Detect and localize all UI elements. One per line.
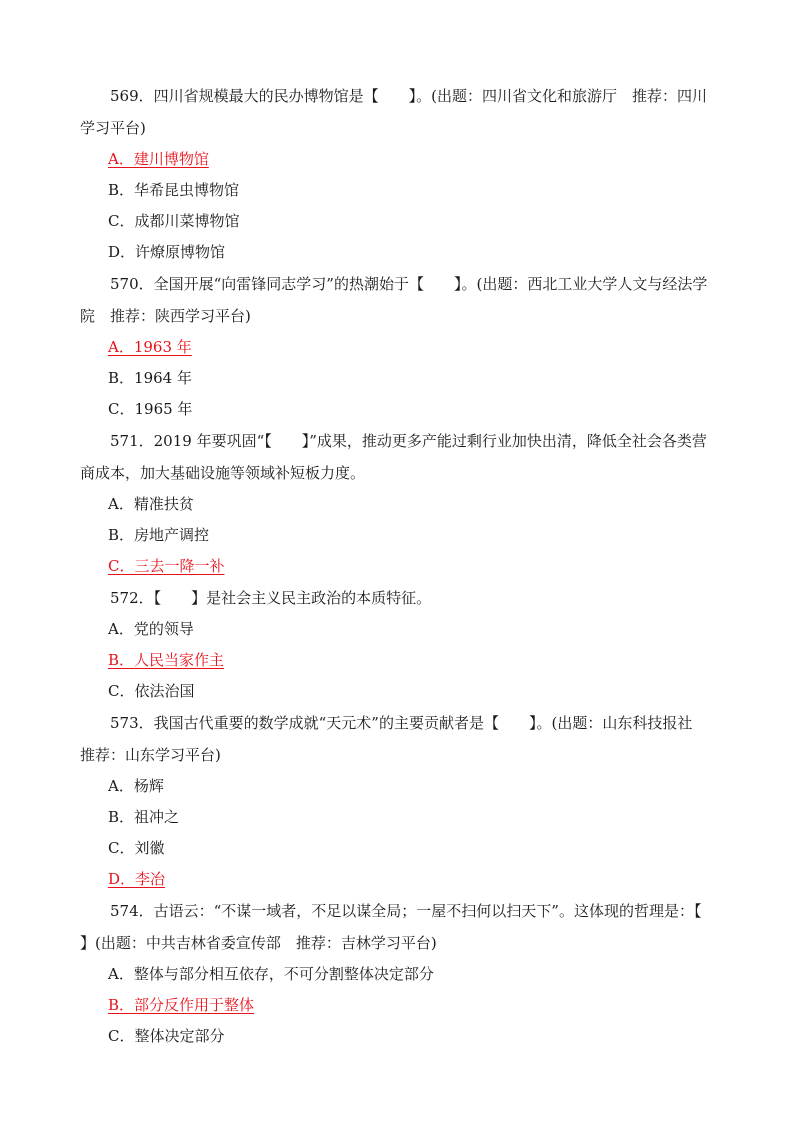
answer-option xyxy=(80,206,720,237)
answer-option xyxy=(80,676,720,707)
answer-option xyxy=(80,833,720,864)
question-block xyxy=(80,582,720,707)
option-label: C．整体决定部分 xyxy=(108,1027,225,1045)
question-block xyxy=(80,425,720,582)
answer-option xyxy=(80,363,720,394)
question-block xyxy=(80,268,720,425)
question-text: 574．古语云：“不谋一域者，不足以谋全局；一屋不扫何以扫天下”。这体现的哲理是：【 】(出题：中共吉林省委宣传部 推荐：吉林学习平台) xyxy=(80,902,732,952)
answer-option xyxy=(80,237,720,268)
answer-option xyxy=(80,1021,720,1052)
answer-option xyxy=(80,394,720,425)
question-block xyxy=(80,80,720,268)
option-label: A．精准扶贫 xyxy=(108,495,194,513)
option-label: C．刘徽 xyxy=(108,839,165,857)
question-block xyxy=(80,895,732,1052)
option-label: D．许燎原博物馆 xyxy=(108,243,226,261)
answer-option xyxy=(80,175,720,206)
option-label: B．部分反作用于整体 xyxy=(108,996,255,1014)
option-label: A．党的领导 xyxy=(108,620,194,638)
option-label: D．李冶 xyxy=(108,870,166,888)
answer-option xyxy=(80,489,720,520)
option-label: B．华希昆虫博物馆 xyxy=(108,181,240,199)
answer-option xyxy=(80,802,720,833)
option-label: B．房地产调控 xyxy=(108,526,210,544)
option-label: C．成都川菜博物馆 xyxy=(108,212,240,230)
question-text: 571．2019 年要巩固“【 】”成果，推动更多产能过剩行业加快出清，降低全社会各类营商成本，加大基础设施等领域补短板力度。 xyxy=(80,432,707,482)
question-text: 570．全国开展“向雷锋同志学习”的热潮始于【 】。(出题：西北工业大学人文与经法学院 推荐：陕西学习平台) xyxy=(80,275,708,325)
question-text: 569．四川省规模最大的民办博物馆是【 】。(出题：四川省文化和旅游厅 推荐：四川学习平台) xyxy=(80,87,707,137)
option-label: C．依法治国 xyxy=(108,682,195,700)
answer-option xyxy=(80,614,720,645)
correct-answer-option xyxy=(80,645,720,676)
option-label: A．1963 年 xyxy=(108,338,192,356)
option-label: B．祖冲之 xyxy=(108,808,180,826)
correct-answer-option xyxy=(80,990,720,1021)
question-text: 572．【 】是社会主义民主政治的本质特征。 xyxy=(110,589,432,607)
question-block xyxy=(80,707,720,895)
correct-answer-option xyxy=(80,551,720,582)
answer-option xyxy=(80,520,720,551)
option-label: C．1965 年 xyxy=(108,400,193,418)
option-label: B．1964 年 xyxy=(108,369,192,387)
answer-option xyxy=(80,771,720,802)
option-label: C．三去一降一补 xyxy=(108,557,225,575)
option-label: B．人民当家作主 xyxy=(108,651,225,669)
question-text: 573．我国古代重要的数学成就“天元术”的主要贡献者是【 】。(出题：山东科技报社 推荐：山东学习平台) xyxy=(80,714,708,764)
correct-answer-option xyxy=(80,144,720,175)
option-label: A．杨辉 xyxy=(108,777,164,795)
correct-answer-option xyxy=(80,332,720,363)
correct-answer-option xyxy=(80,864,720,895)
answer-option xyxy=(80,959,720,990)
option-label: A．整体与部分相互依存，不可分割整体决定部分 xyxy=(108,965,434,983)
question-list xyxy=(80,80,732,1052)
option-label: A．建川博物馆 xyxy=(108,150,209,168)
